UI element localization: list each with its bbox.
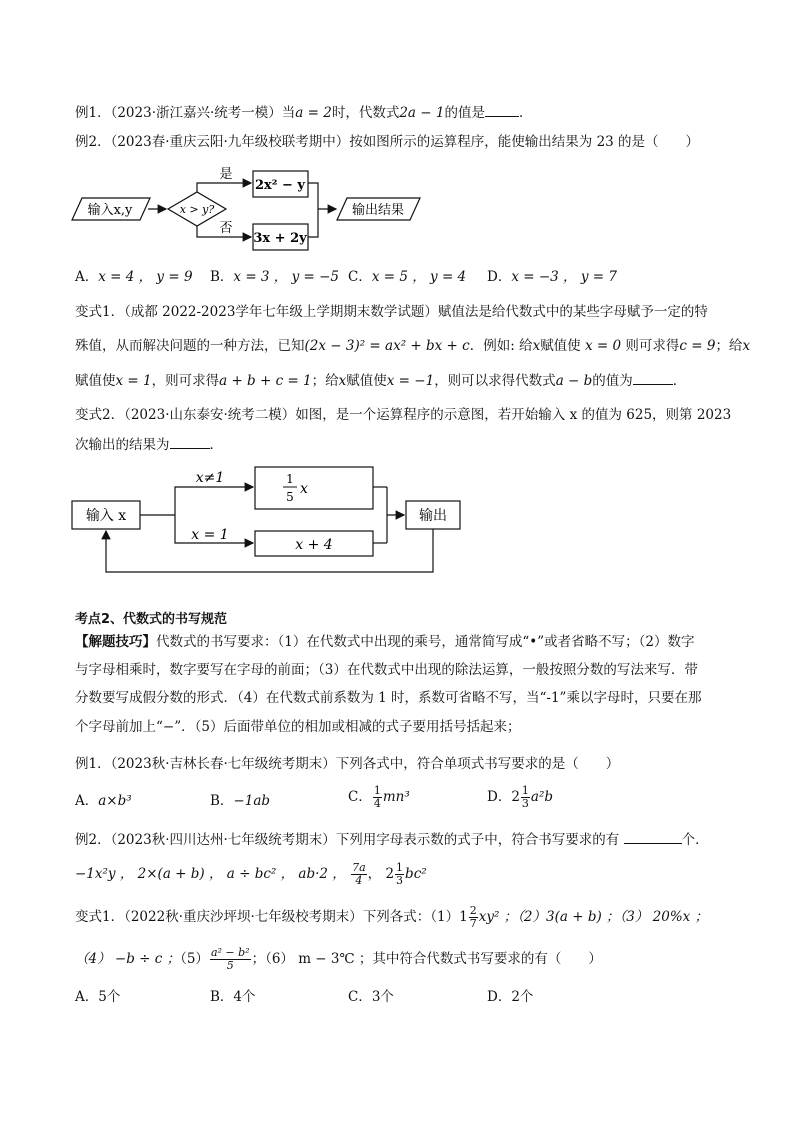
question: 下列各式： [362,909,431,925]
cond-bottom-label: x = 1 [191,527,229,543]
text: 殊值，从而解决问题的一种方法，已知 [75,338,305,354]
fraction [469,905,478,930]
text: 赋值使 [540,338,581,354]
text: ．例如: 给 [469,338,533,354]
expression: bc² [405,866,427,882]
example-2 [75,133,699,151]
expression: −1x²y ， [75,866,134,882]
option-label: C． [348,789,372,805]
expression: （3） 20%x ； [619,909,709,925]
input-label: 输入 x [85,508,127,524]
input-label: 输入x,y [87,203,133,218]
answer-blank[interactable] [170,436,210,449]
example-label: 例2． [75,134,111,150]
item-number: （1） [430,909,460,925]
option-c[interactable] [348,785,410,810]
k-example-1 [75,755,619,773]
yes-box-label: 2x² − y [255,178,305,193]
option-a[interactable] [75,268,193,286]
text: 时，代数式 [331,105,400,121]
option-text: 2个 [511,989,534,1005]
math: a = 2 [295,105,332,121]
option-label: B． [210,269,234,285]
option-text: a²b [530,789,554,805]
math: (2x − 3)² = ax² + bx + c [304,338,470,354]
math: x = 0 [584,338,622,354]
math: c = 9 [679,338,716,354]
numerator: 1 [373,784,381,797]
option-a[interactable] [75,988,120,1006]
text: ． [518,105,533,121]
expression: （2）3(a + b) ； [517,909,620,925]
math: x [338,373,347,389]
decision-label: x > y? [179,203,215,216]
example-label: 例1． [75,756,111,772]
option-d[interactable] [487,988,533,1006]
question: 下列用字母表示数的式子中，符合书写要求的有 [335,832,620,848]
output-label: 输出结果 [351,203,405,218]
math: a − b [555,373,593,389]
text: 代数式的书写要求：（1）在代数式中出现的乘号，通常简写成“•”或者省略不写；（2）数字 [156,634,695,650]
option-text: x = 5 ， y = 4 [371,269,467,285]
whole-part: 2 [385,866,395,882]
item-number: （5） [180,951,209,967]
text: 则可求得 [625,338,680,354]
fraction [210,947,251,972]
variant-1-line-3 [75,372,686,390]
expression: 2×(a + b) ， [137,866,223,882]
source: （2023春·重庆云阳·九年级校联考期中） [110,134,350,150]
text: 个． [681,832,709,848]
k-example-2 [75,831,709,849]
denominator: 5 [226,959,234,972]
option-label: A． [75,793,99,809]
answer-blank[interactable] [485,104,519,117]
expression: a ÷ bc² ， [226,866,295,882]
option-text: a×b³ [98,793,132,809]
option-label: B． [210,793,234,809]
example-label: 变式1． [75,304,125,320]
text: ；给 [311,373,339,389]
option-text: x = 4 ， y = 9 [98,269,193,285]
example-1 [75,104,532,122]
cond-top-label: x≠1 [195,470,225,486]
expression: （6） m − 3℃ ；其中符合代数式书写要求的有（ ） [265,951,602,967]
numerator: 1 [396,861,404,874]
option-text: 5个 [98,989,121,1005]
answer-blank[interactable] [633,372,673,385]
k-variant-1-line-1 [75,905,708,930]
variant-2-line-1 [75,406,731,424]
option-label: D． [487,269,512,285]
option-label: D． [487,989,512,1005]
option-label: B． [210,989,234,1005]
example-label: 例2． [75,832,111,848]
variant-1-line-2 [75,337,750,355]
numerator: 1 [521,784,529,797]
option-d[interactable] [487,785,553,810]
arrow [175,487,253,515]
no-box-label: 3x + 2y [253,231,307,246]
question: 下列各式中，符合单项式书写要求的是（ ） [335,756,620,772]
fraction [395,862,404,887]
tip-line-3: 分数要写成假分数的形式．（4）在代数式前系数为 1 时，系数可省略不写，当“-1”乘以字母时，只要在那 [75,690,702,706]
math: x = 1 [115,373,152,389]
text: ． [209,437,223,453]
source: （2022秋·重庆沙坪坝·七年级校考期末） [124,909,363,925]
k-example-2-items: −1x²y ， 2×(a + b) ， a ÷ bc² ， ab·2 ， $\frac{7a}{4}$ ， 2 $\frac{1}{3}$ bc² [75,861,427,887]
text: ． [672,373,687,389]
tip-line-4: 个字母前加上“−”．（5）后面带单位的相加或相减的式子要用括号括起来； [75,719,521,735]
k-variant-1-line-2 [75,947,602,972]
text: 赋值使 [75,373,116,389]
math: 2a − 1 [399,105,445,121]
denominator: 4 [373,797,381,810]
expression: ab·2 ， [298,866,346,882]
example-label: 变式2． [75,407,125,423]
option-c[interactable] [348,988,394,1006]
text: 的值是 [444,105,485,121]
numerator: 2 [469,904,477,917]
option-label: C． [348,989,372,1005]
section-title: 考点2、代数式的书写规范 [75,612,228,627]
top-box [255,467,373,509]
math: x [532,338,541,354]
option-text: 4个 [233,989,256,1005]
tip-line-1 [75,633,694,651]
option-label: C． [348,269,372,285]
text: ，则可以求得代数式 [434,373,556,389]
option-c[interactable] [348,268,466,286]
flowchart-2 [70,462,470,580]
text: 次输出的结果为 [75,437,170,453]
option-d[interactable] [487,268,617,286]
variant-1-line-1 [75,303,708,321]
text: 赋值使 [346,373,387,389]
option-text: x = −3 ， y = 7 [511,269,617,285]
option-b[interactable] [210,988,256,1006]
variant-2-line-2 [75,436,223,454]
expression: xy² ； [478,909,518,925]
text: ； [251,951,266,967]
denominator: 3 [396,874,404,887]
text: ，则可求得 [151,373,220,389]
whole-part: 2 [511,789,520,805]
bottom-box-label: x + 4 [295,537,333,553]
source: （2023秋·吉林长春·七年级统考期末） [110,756,336,772]
tip-line-2: 与字母相乘时，数字要写在字母的前面；（3）在代数式中出现的除法运算，一般按照分数的写法来写．带 [75,662,698,678]
denominator: 7 [469,917,477,930]
numerator: a² − b² [210,946,250,959]
option-text: 3个 [371,989,394,1005]
denominator: 3 [521,797,529,810]
math: x [742,338,751,354]
fraction [373,785,382,810]
fraction [351,862,367,887]
fraction-denominator: 5 [286,490,294,504]
whole-part: 1 [459,909,468,925]
text: （2023·山东泰安·统考二模）如图，是一个运算程序的示意图，若开始输入 x 的值为 625，则第 2023 [124,407,732,423]
example-label: 变式1． [75,909,125,925]
option-b[interactable] [210,792,270,810]
no-label: 否 [219,221,233,236]
connector [308,183,318,237]
source: （2023·浙江嘉兴·统考一模） [110,105,282,121]
output-label: 输出 [419,508,447,524]
option-label: D． [487,789,512,805]
text: 当 [281,105,296,121]
answer-blank[interactable] [624,831,682,844]
example-label: 例1． [75,105,111,121]
math: x = −1 [386,373,435,389]
option-label: A． [75,269,99,285]
denominator: 4 [355,874,363,887]
yes-label: 是 [219,167,233,182]
option-b[interactable] [210,268,339,286]
question: 按如图所示的运算程序，能使输出结果为 23 的是（ ） [349,134,700,150]
arrow [197,183,251,192]
option-label: A． [75,989,99,1005]
math: a + b + c = 1 [219,373,312,389]
option-text: x = 3 ， y = −5 [233,269,340,285]
fraction-numerator: 1 [286,472,294,486]
option-text: −1ab [233,793,271,809]
text: 的值为 [592,373,633,389]
fraction-variable: x [300,481,308,497]
fraction [521,785,530,810]
option-a[interactable] [75,792,132,810]
flowchart-1 [70,162,450,254]
source: （2023秋·四川达州·七年级统考期末） [110,832,336,848]
numerator: 7a [352,861,366,874]
tip-label: 【解题技巧】 [75,634,156,650]
text: （成都 2022-2023学年七年级上学期期末数学试题）赋值法是给代数式中的某些字母赋予一定的特 [124,304,708,320]
text: ；给 [715,338,743,354]
option-text: mn³ [382,789,410,805]
expression: （4） −b ÷ c ； [75,951,181,967]
